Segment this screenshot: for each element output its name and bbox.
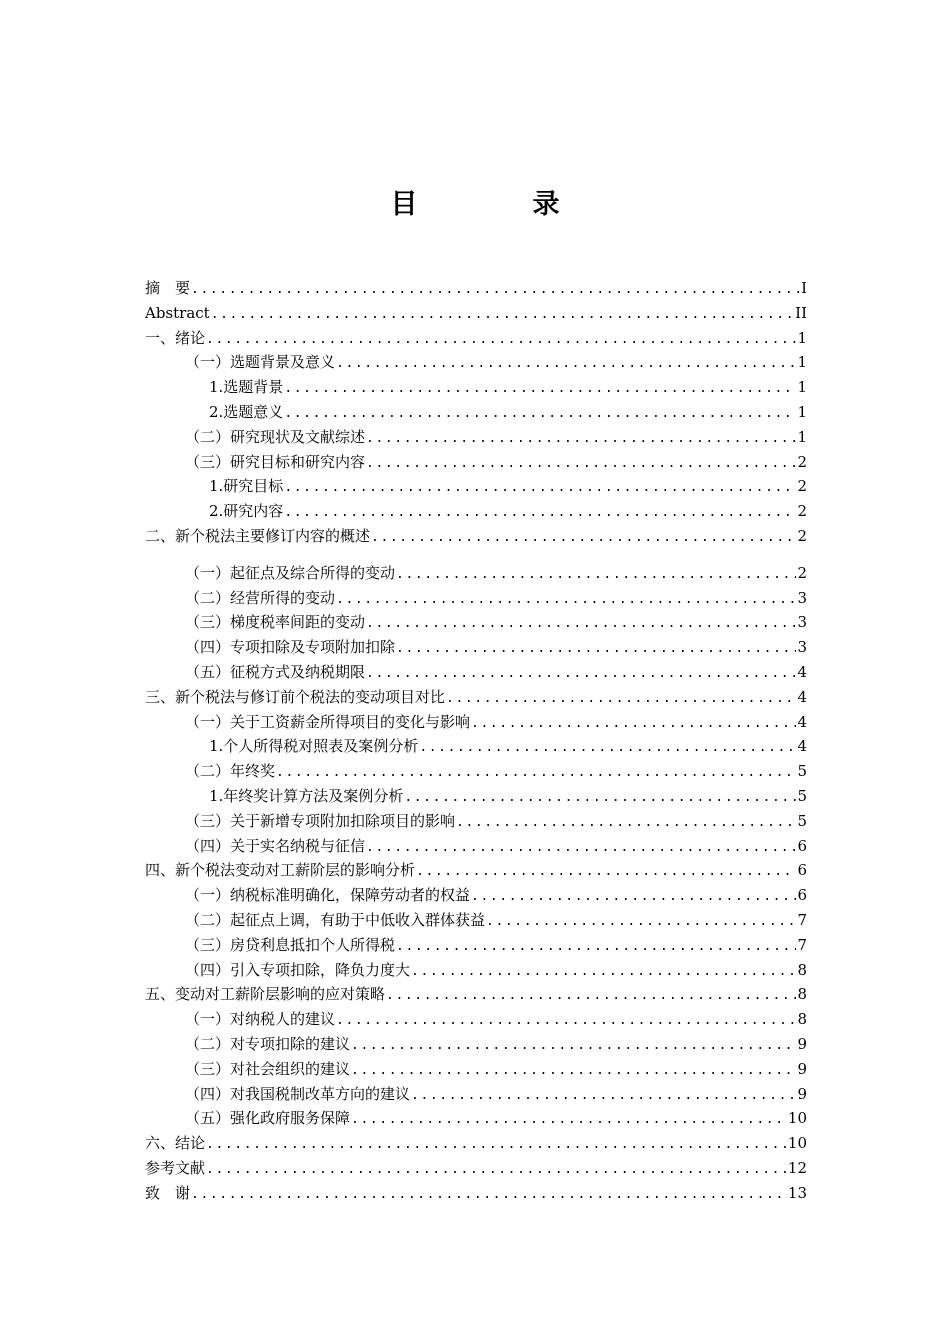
toc-entry xyxy=(145,1106,807,1131)
toc-entry-page-number: 3 xyxy=(797,613,807,632)
toc-entry-page-number: 4 xyxy=(797,737,807,756)
toc-entry-title: （五）强化政府服务保障 xyxy=(185,1109,351,1128)
toc-entry-page-number: 4 xyxy=(797,687,807,706)
toc-entry xyxy=(145,276,807,301)
toc-entry-title: （四）关于实名纳税与征信 xyxy=(185,836,366,855)
toc-entry-title: （一）起征点及综合所得的变动 xyxy=(185,563,396,582)
toc-entry xyxy=(145,561,807,586)
toc-entry-page-number: 13 xyxy=(787,1183,807,1202)
toc-entry-page-number: 2 xyxy=(797,563,807,582)
toc-leader-dots xyxy=(418,736,796,759)
toc-entry-title: 1.个人所得税对照表及案例分析 xyxy=(209,737,419,756)
toc-leader-dots xyxy=(370,526,796,549)
toc-entry-page-number: 2 xyxy=(797,452,807,471)
toc-entry xyxy=(145,809,807,834)
toc-entry-title: 摘 要 xyxy=(145,279,191,297)
toc-entry-title: （四）引入专项扣除，降负力度大 xyxy=(185,960,411,979)
toc-entry-title: （三）房贷利息抵扣个人所得税 xyxy=(185,935,396,954)
toc-entry-title: （四）专项扣除及专项附加扣除 xyxy=(185,638,396,657)
toc-leader-dots xyxy=(210,303,794,326)
toc-leader-dots xyxy=(365,836,796,859)
toc-leader-dots xyxy=(365,452,796,475)
toc-entry-page-number: 4 xyxy=(797,712,807,731)
toc-leader-dots xyxy=(415,860,796,883)
toc-entry xyxy=(145,524,807,549)
toc-entry-page-number: 5 xyxy=(797,762,807,781)
toc-leader-dots xyxy=(455,811,796,834)
toc-entry xyxy=(145,499,807,524)
toc-entry-page-number: 9 xyxy=(797,1059,807,1078)
toc-leader-dots xyxy=(470,712,796,735)
toc-entry-page-number: 5 xyxy=(797,811,807,830)
toc-entry xyxy=(145,660,807,685)
toc-entry xyxy=(145,425,807,450)
toc-entry xyxy=(145,958,807,983)
toc-entry xyxy=(145,759,807,784)
toc-leader-dots xyxy=(335,352,796,375)
toc-entry-title: （四）对我国税制改革方向的建议 xyxy=(185,1084,411,1103)
toc-entry-title: 1.研究目标 xyxy=(209,477,284,496)
toc-entry-title: （一）对纳税人的建议 xyxy=(185,1010,336,1029)
toc-entry-page-number: 8 xyxy=(797,960,807,979)
toc-leader-dots xyxy=(205,1158,787,1181)
toc-entry-title: Abstract xyxy=(145,303,210,322)
toc-leader-dots xyxy=(395,637,796,660)
toc-entry xyxy=(145,1131,807,1156)
toc-entry-page-number: 6 xyxy=(797,886,807,905)
toc-entry-page-number: 7 xyxy=(797,935,807,954)
toc-entry xyxy=(145,586,807,611)
toc-leader-dots xyxy=(275,761,796,784)
toc-leader-dots xyxy=(283,402,796,425)
toc-leader-dots xyxy=(485,910,796,933)
toc-entry xyxy=(145,301,807,326)
toc-entry xyxy=(145,635,807,660)
toc-entry xyxy=(145,1007,807,1032)
toc-entry-title: 二、新个税法主要修订内容的概述 xyxy=(145,526,371,545)
toc-leader-dots xyxy=(385,984,796,1007)
toc-entry xyxy=(145,784,807,809)
toc-entry-page-number: 10 xyxy=(787,1134,807,1153)
toc-entry-page-number: 1 xyxy=(797,427,807,446)
toc-entry-page-number: 12 xyxy=(787,1158,807,1177)
toc-leader-dots xyxy=(470,885,796,908)
toc-entry-title: （三）研究目标和研究内容 xyxy=(185,452,366,471)
toc-entry-page-number: 7 xyxy=(797,910,807,929)
toc-entry xyxy=(145,858,807,883)
toc-entry-page-number: 3 xyxy=(797,588,807,607)
toc-entry-page-number: 6 xyxy=(797,861,807,880)
toc-entry xyxy=(145,474,807,499)
toc-leader-dots xyxy=(403,786,796,809)
toc-entry-page-number: II xyxy=(795,303,807,322)
toc-entry-page-number: 5 xyxy=(797,786,807,805)
toc-leader-dots xyxy=(190,1183,787,1206)
toc-entry-title: （三）梯度税率间距的变动 xyxy=(185,613,366,632)
toc-leader-dots xyxy=(445,687,796,710)
toc-entry-page-number: 8 xyxy=(797,985,807,1004)
toc-entry-title: 2.研究内容 xyxy=(209,502,284,521)
toc-entry-page-number: 4 xyxy=(797,662,807,681)
toc-leader-dots xyxy=(205,1133,787,1156)
page-title: 目 录 xyxy=(390,189,604,220)
toc-entry-page-number: 1 xyxy=(797,402,807,421)
toc-entry-title: （二）经营所得的变动 xyxy=(185,588,336,607)
toc-entry-title: 一、绪论 xyxy=(145,328,206,347)
toc-entry-page-number: 6 xyxy=(797,836,807,855)
toc-entry xyxy=(145,400,807,425)
toc-entry-page-number: 10 xyxy=(787,1109,807,1128)
toc-entry-title: （三）关于新增专项附加扣除项目的影响 xyxy=(185,811,456,830)
toc-entry-title: 1.选题背景 xyxy=(209,378,284,397)
toc-entry-title: （二）研究现状及文献综述 xyxy=(185,427,366,446)
toc-entry-title: （二）对专项扣除的建议 xyxy=(185,1034,351,1053)
toc-entry xyxy=(145,734,807,759)
toc-entry-title: （二）起征点上调，有助于中低收入群体获益 xyxy=(185,910,486,929)
toc-entry xyxy=(145,685,807,710)
toc-leader-dots xyxy=(350,1059,796,1082)
toc-entry-title: （五）征税方式及纳税期限 xyxy=(185,662,366,681)
toc-entry-page-number: 2 xyxy=(797,477,807,496)
toc-entry-page-number: 2 xyxy=(797,502,807,521)
toc-entry-title: （一）纳税标准明确化，保障劳动者的权益 xyxy=(185,886,471,905)
toc-entry xyxy=(145,710,807,735)
toc-leader-dots xyxy=(365,427,796,450)
toc-leader-dots xyxy=(283,476,796,499)
toc-leader-dots xyxy=(190,278,800,301)
table-of-contents xyxy=(145,276,807,1205)
toc-leader-dots xyxy=(335,588,796,611)
toc-entry-page-number: 1 xyxy=(797,328,807,347)
toc-leader-dots xyxy=(395,935,796,958)
toc-entry-title: 五、变动对工薪阶层影响的应对策略 xyxy=(145,985,386,1004)
toc-entry-page-number: 3 xyxy=(797,638,807,657)
toc-leader-dots xyxy=(350,1034,796,1057)
toc-entry xyxy=(145,982,807,1007)
toc-entry-title: （一）关于工资薪金所得项目的变化与影响 xyxy=(185,712,471,731)
toc-entry xyxy=(145,908,807,933)
toc-leader-dots xyxy=(410,1084,796,1107)
toc-leader-dots xyxy=(395,563,796,586)
toc-entry xyxy=(145,883,807,908)
toc-entry xyxy=(145,933,807,958)
toc-leader-dots xyxy=(410,960,796,983)
toc-entry xyxy=(145,1181,807,1206)
toc-entry xyxy=(145,450,807,475)
toc-entry-page-number: 1 xyxy=(797,353,807,372)
toc-entry-page-number: 9 xyxy=(797,1034,807,1053)
toc-entry xyxy=(145,1057,807,1082)
toc-leader-dots xyxy=(350,1108,787,1131)
toc-entry xyxy=(145,1032,807,1057)
toc-entry-page-number: I xyxy=(801,279,807,297)
toc-entry-title: （二）年终奖 xyxy=(185,762,276,781)
toc-entry xyxy=(145,1082,807,1107)
toc-leader-dots xyxy=(283,501,796,524)
toc-entry xyxy=(145,326,807,351)
toc-entry-title: 2.选题意义 xyxy=(209,402,284,421)
toc-entry-title: （一）选题背景及意义 xyxy=(185,353,336,372)
toc-leader-dots xyxy=(283,377,796,400)
toc-leader-dots xyxy=(205,328,796,351)
toc-entry xyxy=(145,350,807,375)
toc-entry xyxy=(145,375,807,400)
toc-entry-page-number: 8 xyxy=(797,1010,807,1029)
toc-entry-title: 四、新个税法变动对工薪阶层的影响分析 xyxy=(145,861,416,880)
toc-entry-page-number: 9 xyxy=(797,1084,807,1103)
toc-leader-dots xyxy=(335,1009,796,1032)
toc-entry-page-number: 2 xyxy=(797,526,807,545)
toc-entry-title: 三、新个税法与修订前个税法的变动项目对比 xyxy=(145,687,446,706)
toc-entry-title: 六、结论 xyxy=(145,1134,206,1153)
toc-entry-title: 致 谢 xyxy=(145,1183,191,1202)
toc-entry-title: （三）对社会组织的建议 xyxy=(185,1059,351,1078)
toc-entry-title: 参考文献 xyxy=(145,1158,206,1177)
toc-leader-dots xyxy=(365,662,796,685)
toc-entry-page-number: 1 xyxy=(797,378,807,397)
toc-entry-title: 1.年终奖计算方法及案例分析 xyxy=(209,786,404,805)
toc-entry xyxy=(145,834,807,859)
toc-entry xyxy=(145,1156,807,1181)
toc-entry xyxy=(145,610,807,635)
toc-leader-dots xyxy=(365,612,796,635)
